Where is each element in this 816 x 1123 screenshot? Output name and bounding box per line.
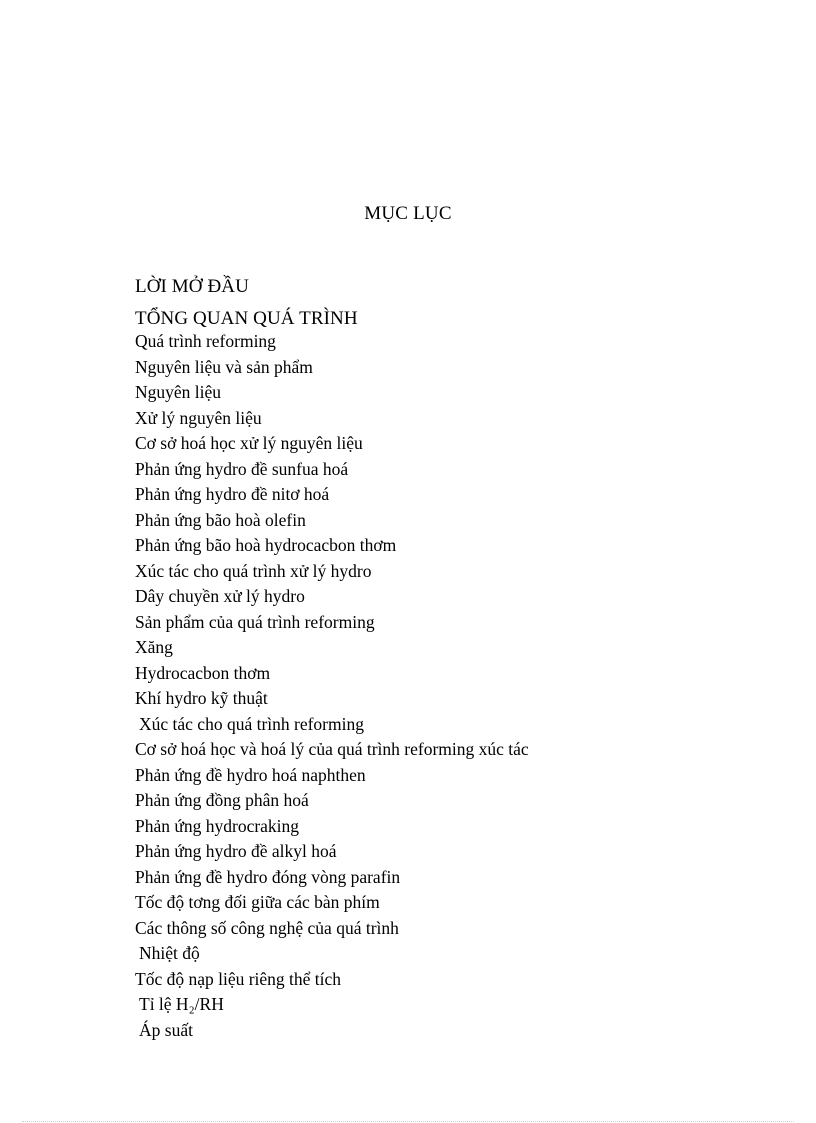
toc-item: Tốc độ nạp liệu riêng thể tích — [135, 968, 342, 989]
toc-item: Khí hydro kỹ thuật — [135, 688, 268, 708]
toc-item: Nguyên liệu và sản phẩm — [135, 356, 313, 377]
toc-item: Phản ứng hydro đề sunfua hoá — [135, 458, 349, 479]
toc-item: Hydrocacbon thơm — [135, 662, 271, 683]
toc-item: Áp suất — [139, 1019, 193, 1040]
toc-item: Tốc độ tơng đối giữa các bàn phím — [135, 892, 380, 912]
toc-item: Cơ sở hoá học xử lý nguyên liệu — [135, 433, 363, 453]
toc-item: Dây chuyền xử lý hydro — [135, 586, 305, 606]
toc-item: Phản ứng bão hoà olefin — [135, 509, 306, 530]
toc-item: Xúc tác cho quá trình reforming — [139, 713, 364, 734]
toc-item: Cơ sở hoá học và hoá lý của quá trình reforming xúc tác — [135, 739, 529, 759]
toc-item: Nhiệt độ — [139, 943, 200, 963]
heading-introduction: LỜI MỞ ĐẦU — [135, 276, 249, 297]
toc-item: Phản ứng đồng phân hoá — [135, 790, 309, 810]
toc-item: Xúc tác cho quá trình xử lý hydro — [135, 560, 372, 581]
toc-item: Sản phẩm của quá trình reforming — [135, 611, 375, 632]
toc-item: Phản ứng đề hydro đóng vòng parafin — [135, 866, 401, 887]
toc-item: Tỉ lệ H₂/RH — [139, 994, 224, 1014]
toc-list — [135, 330, 529, 1044]
toc-item: Nguyên liệu — [135, 382, 222, 402]
toc-item: Các thông số công nghệ của quá trình — [135, 917, 399, 938]
toc-item: Phản ứng đề hydro hoá naphthen — [135, 764, 366, 785]
toc-item: Phản ứng bão hoà hydrocacbon thơm — [135, 535, 397, 555]
page-bottom-divider — [22, 1121, 794, 1122]
toc-item: Quá trình reforming — [135, 331, 276, 351]
toc-item: Xử lý nguyên liệu — [135, 407, 262, 428]
toc-item: Phản ứng hydro đề alkyl hoá — [135, 841, 337, 861]
toc-item: Phản ứng hydro đề nitơ hoá — [135, 484, 330, 504]
toc-title: MỤC LỤC — [364, 203, 452, 224]
heading-overview: TỔNG QUAN QUÁ TRÌNH — [135, 308, 358, 329]
toc-item: Xăng — [135, 637, 173, 657]
toc-item: Phản ứng hydrocraking — [135, 815, 300, 836]
